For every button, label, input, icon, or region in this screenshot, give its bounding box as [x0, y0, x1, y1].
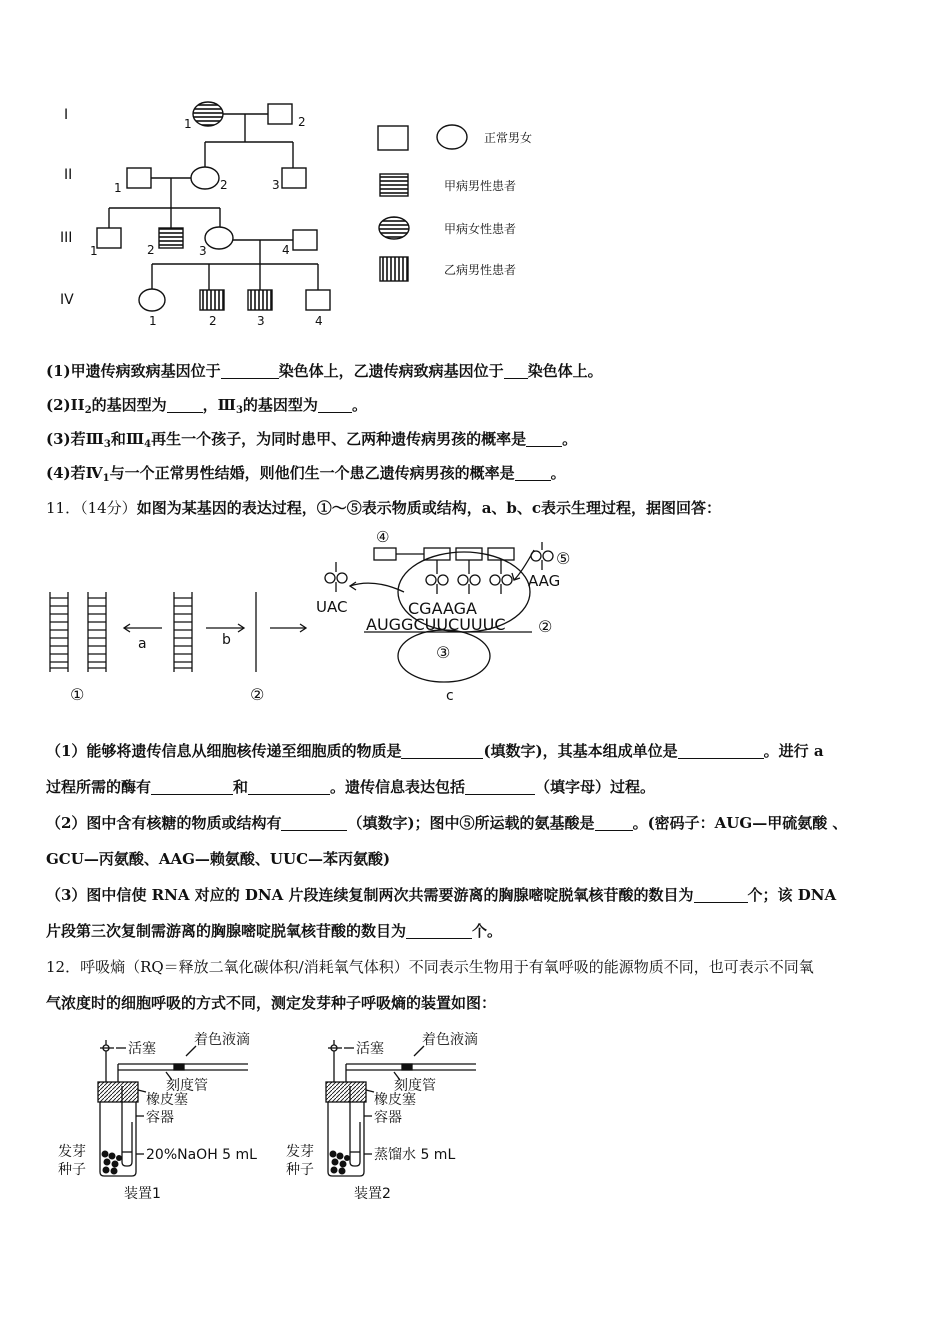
legend-disease-a-male-symbol — [380, 174, 408, 196]
arrow-a-label: a — [138, 636, 147, 652]
device2-stopcock-label: 活塞 — [356, 1041, 384, 1057]
device1-scale-tube-label: 刻度管 — [166, 1078, 208, 1094]
device1-solution-label: 20%NaOH 5 mL — [146, 1147, 257, 1163]
member-I1: 1 — [184, 117, 192, 131]
q11-s1-text-c: 。进行 a — [763, 742, 824, 760]
dna-ladder-2 — [88, 592, 106, 672]
trna-incoming — [531, 542, 553, 570]
pedigree-IV4-normal-male — [306, 290, 330, 310]
device2-droplet-label: 着色液滴 — [422, 1032, 478, 1048]
q11-s1-text-a: （1）能够将遗传信息从细胞核传递至细胞质的物质是 — [46, 742, 402, 760]
device2-caption: 装置2 — [354, 1186, 391, 1202]
device1-stopcock-label: 活塞 — [128, 1041, 156, 1057]
answer-blank[interactable] — [248, 780, 330, 795]
pedigree-III1-normal-male — [97, 228, 121, 248]
generation-I: I — [64, 107, 69, 123]
arrow-b-label: b — [222, 632, 231, 648]
q10-p2-roman: II — [70, 396, 85, 414]
member-IV4: 4 — [315, 314, 323, 328]
device1-stopper-label: 橡皮塞 — [146, 1092, 188, 1108]
q10-p2-text-c: ，Ⅲ — [202, 396, 236, 414]
q11-s2-text-d: GCU—丙氨酸、AAG—赖氨酸、UUC—苯丙氨酸) — [46, 850, 391, 868]
answer-blank[interactable] — [678, 744, 764, 759]
answer-blank[interactable] — [465, 780, 535, 795]
q10-part2 — [46, 394, 367, 416]
q11-s2-text-b: （填数字)；图中⑤所运载的氨基酸是 — [347, 814, 595, 832]
q11-s3-text-b: 个；该 DNA — [747, 886, 837, 904]
pedigree-IV2-disease-b-male — [200, 290, 224, 310]
q11-stem-text: 如图为某基因的表达过程，①～⑤表示物质或结构，a、b、c表示生理过程，据图回答： — [136, 499, 722, 517]
pedigree-figure — [46, 92, 566, 332]
answer-blank[interactable] — [595, 816, 633, 831]
legend-normal-male-symbol — [378, 126, 408, 150]
device1-seeds-label-2: 种子 — [58, 1162, 86, 1178]
pedigree-III3-normal-female — [205, 227, 233, 249]
member-IV3: 3 — [257, 314, 265, 328]
q11-s1-text-d: 过程所需的酶有 — [46, 778, 152, 796]
trna-on-ribosome — [426, 560, 512, 594]
q11-number: 11．（14分） — [46, 499, 137, 517]
legend-disease-b-male-label: 乙病男性患者 — [444, 263, 517, 277]
anticodon-left: UAC — [316, 598, 348, 616]
legend-normal-label: 正常男女 — [484, 131, 533, 145]
generation-II: II — [64, 167, 73, 183]
q12-stem-line1 — [46, 956, 814, 977]
respiration-apparatus-figure — [56, 1026, 496, 1206]
q12-stem-text-1: 12．呼吸熵（RQ＝释放二氧化碳体积/消耗氧气体积）不同表示生物用于有氧呼吸的能源物质不同，也可表示不同氧 — [46, 958, 814, 976]
member-I2: 2 — [298, 115, 306, 129]
q10-p2-sub2: 3 — [235, 405, 243, 416]
pedigree-IV1-normal-female — [139, 289, 165, 311]
q10-p3-sub2: 4 — [144, 439, 152, 450]
q12-stem-line2 — [46, 992, 496, 1013]
q11-sub2-line2 — [46, 848, 390, 869]
q10-p2-text-e: 。 — [351, 396, 367, 414]
q11-sub3-line2 — [46, 920, 502, 941]
device1-container-label: 容器 — [146, 1110, 174, 1126]
q10-p1-text-c: 染色体上。 — [527, 362, 603, 380]
device2-scale-tube-label: 刻度管 — [394, 1078, 436, 1094]
q11-stem — [46, 497, 721, 518]
answer-blank[interactable] — [694, 888, 748, 903]
pedigree-I1-affected-female — [193, 102, 223, 126]
q10-p3-text-a: (3)若Ⅲ — [46, 430, 104, 448]
q10-p3-text-b: 和Ⅲ — [110, 430, 145, 448]
generation-III: III — [60, 230, 73, 246]
figure-label-3: ③ — [436, 643, 451, 662]
q10-p2-sub: 2 — [84, 405, 92, 416]
answer-blank[interactable] — [151, 780, 233, 795]
device1-caption: 装置1 — [124, 1186, 161, 1202]
process-c-label: c — [446, 688, 454, 704]
legend-disease-a-female-symbol — [379, 217, 409, 239]
device2-stopper-label: 橡皮塞 — [374, 1092, 416, 1108]
legend-disease-a-male-label: 甲病男性患者 — [444, 179, 517, 193]
q11-s3-text-a: （3）图中信使 RNA 对应的 DNA 片段连续复制两次共需要游离的胸腺嘧啶脱氧核苷酸的数目为 — [46, 886, 694, 904]
q10-p4-text-a: (4)若Ⅳ — [46, 464, 103, 482]
legend-disease-a-female-label: 甲病女性患者 — [444, 222, 517, 236]
q11-s1-text-e: 和 — [233, 778, 249, 796]
q10-p3-text-d: 。 — [562, 430, 578, 448]
q10-p1-text-b: 染色体上，乙遗传病致病基因位于 — [278, 362, 504, 380]
answer-blank[interactable] — [318, 398, 352, 413]
answer-blank[interactable] — [504, 364, 528, 379]
member-III4: 4 — [282, 243, 290, 257]
polypeptide-box — [374, 548, 396, 560]
mrna-label: ② — [538, 617, 553, 636]
q10-part3 — [46, 428, 577, 450]
q10-p4-text-b: 与一个正常男性结婚，则他们生一个患乙遗传病男孩的概率是 — [109, 464, 515, 482]
device2-container-label: 容器 — [374, 1110, 402, 1126]
member-III1: 1 — [90, 244, 98, 258]
rubber-stopper — [98, 1082, 138, 1102]
q11-s3-text-d: 个。 — [472, 922, 503, 940]
q10-p4-text-c: 。 — [550, 464, 566, 482]
answer-blank[interactable] — [401, 744, 483, 759]
q11-s1-text-f: 。遗传信息表达包括 — [330, 778, 466, 796]
pedigree-II1-normal-male — [127, 168, 151, 188]
trna-bases: CGAAGA — [408, 599, 477, 618]
pedigree-III4-normal-male — [293, 230, 317, 250]
gene-expression-figure — [44, 528, 584, 706]
q11-s1-text-b: (填数字)，其基本组成单位是 — [483, 742, 678, 760]
member-IV1: 1 — [149, 314, 157, 328]
q10-p4-sub: 1 — [102, 473, 110, 484]
q10-p1-text-a: (1)甲遗传病致病基因位于 — [46, 362, 221, 380]
generation-IV: IV — [60, 292, 74, 308]
q10-p3-text-c: 再生一个孩子，为同时患甲、乙两种遗传病男孩的概率是 — [151, 430, 527, 448]
q11-sub1-line2 — [46, 776, 655, 797]
legend-disease-b-male-symbol — [380, 257, 408, 281]
device1-droplet-label: 着色液滴 — [194, 1032, 250, 1048]
trna-leaving — [325, 562, 347, 592]
device2-solution-label: 蒸馏水 5 mL — [374, 1147, 456, 1163]
figure-label-1: ① — [70, 685, 85, 704]
device2-seeds-label-1: 发芽 — [286, 1144, 314, 1160]
member-II2: 2 — [220, 178, 228, 192]
q11-s3-text-c: 片段第三次复制需游离的胸腺嘧啶脱氧核苷酸的数目为 — [46, 922, 407, 940]
figure-label-2: ② — [250, 685, 265, 704]
figure-label-5: ⑤ — [556, 549, 571, 568]
q11-s2-text-a: （2）图中含有核糖的物质或结构有 — [46, 814, 282, 832]
device2-seeds-label-2: 种子 — [286, 1162, 314, 1178]
answer-blank[interactable] — [281, 816, 347, 831]
rubber-stopper — [326, 1082, 366, 1102]
member-III2: 2 — [147, 243, 155, 257]
q12-stem-text-2: 气浓度时的细胞呼吸的方式不同，测定发芽种子呼吸熵的装置如图： — [46, 994, 497, 1012]
dna-ladder-1 — [50, 592, 68, 672]
q10-part1 — [46, 360, 603, 381]
q10-p3-sub1: 3 — [103, 439, 111, 450]
answer-blank[interactable] — [167, 398, 203, 413]
q10-p2-text-d: 的基因型为 — [242, 396, 318, 414]
pedigree-II3-normal-male — [282, 168, 306, 188]
answer-blank[interactable] — [221, 364, 279, 379]
member-IV2: 2 — [209, 314, 217, 328]
q11-s1-text-g: （填字母）过程。 — [535, 778, 656, 796]
dna-ladder-3 — [174, 592, 192, 672]
anticodon-right: AAG — [528, 572, 561, 590]
pedigree-III2-disease-a-male — [159, 228, 183, 248]
answer-blank[interactable] — [526, 432, 562, 447]
pedigree-II2-normal-female — [191, 167, 219, 189]
q11-s2-text-c: 。(密码子：AUG—甲硫氨酸 、 — [632, 814, 848, 832]
pedigree-IV3-disease-b-male — [248, 290, 272, 310]
member-III3: 3 — [199, 244, 207, 258]
figure-label-4: ④ — [376, 528, 390, 546]
pedigree-I2-normal-male — [268, 104, 292, 124]
device1-seeds-label-1: 发芽 — [58, 1144, 86, 1160]
q10-p2-text-b: 的基因型为 — [91, 396, 167, 414]
q11-sub2-line1 — [46, 812, 847, 833]
q10-part4 — [46, 462, 566, 484]
q11-sub3-line1 — [46, 884, 836, 905]
member-II3: 3 — [272, 178, 280, 192]
answer-blank[interactable] — [406, 924, 472, 939]
q10-p2-text-a: (2) — [46, 396, 71, 414]
legend-normal-female-symbol — [437, 125, 467, 149]
answer-blank[interactable] — [515, 466, 551, 481]
member-II1: 1 — [114, 181, 122, 195]
mrna-sequence: AUGGCUUCUUUC — [366, 615, 506, 634]
q11-sub1-line1 — [46, 740, 824, 761]
